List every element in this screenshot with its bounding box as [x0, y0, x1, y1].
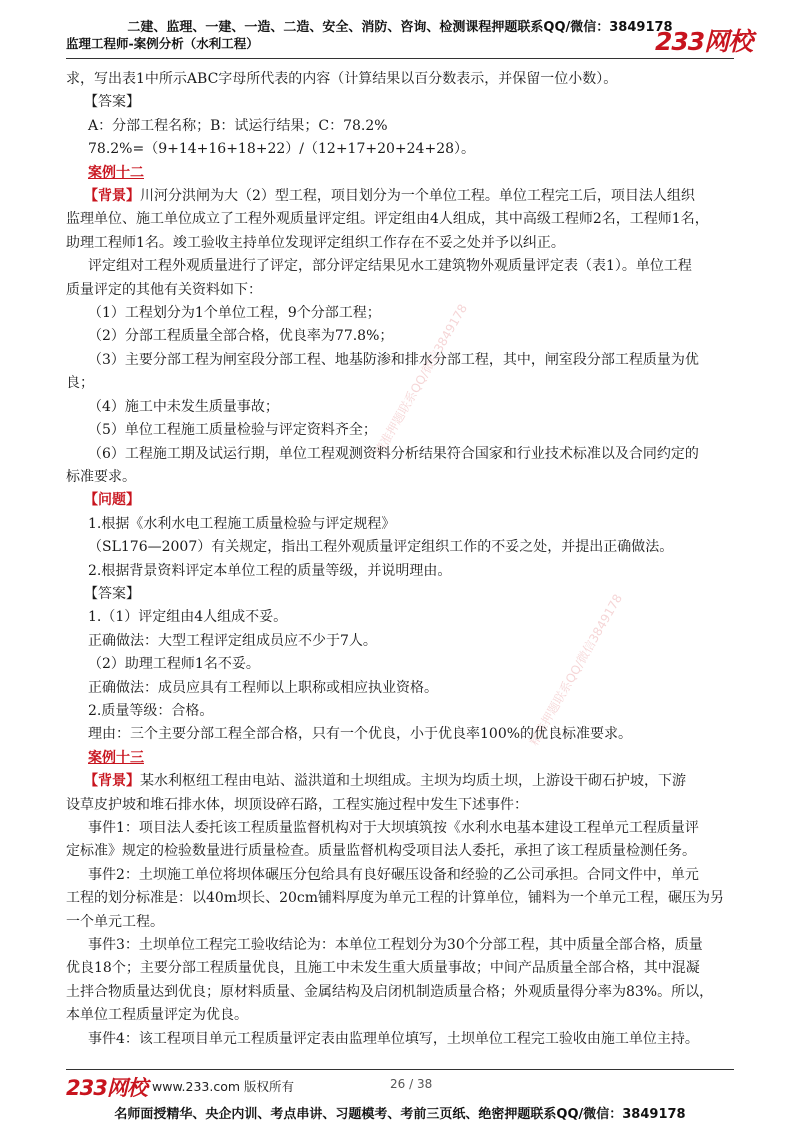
paragraph-line: A：分部工程名称；B：试运行结果；C：78.2% — [88, 117, 388, 134]
answer-line: （2）助理工程师1名不妥。 — [88, 656, 260, 673]
brand-logo-footer: 233网校 — [66, 1076, 147, 1100]
question-label: 【问题】 — [84, 492, 140, 509]
paragraph-line: 78.2%=（9+14+16+18+22）/（12+17+20+24+28）。 — [88, 141, 476, 158]
answer-line: 2.质量等级：合格。 — [88, 702, 214, 719]
question-item: 2.根据背景资料评定本单位工程的质量等级，并说明理由。 — [88, 562, 452, 579]
paragraph-line: 标准要求。 — [66, 468, 136, 485]
paragraph-line: 求，写出表1中所示ABC字母所代表的内容（计算结果以百分数表示，并保留一位小数）。 — [66, 71, 618, 87]
paragraph-line: 助理工程师1名。竣工验收主持单位发现评定组织工作存在不妥之处并予以纠正。 — [66, 234, 565, 251]
paragraph-line: （SL176—2007）有关规定，指出工程外观质量评定组织工作的不妥之处，并提出正确做法。 — [88, 539, 674, 556]
answer-heading: 【答案】 — [84, 94, 140, 111]
footer-copyright-link[interactable]: www.233.com 版权所有 — [152, 1079, 294, 1094]
header-banner: 二建、监理、一建、一造、二造、安全、消防、咨询、检测课程押题联系QQ/微信：3849178 — [127, 20, 673, 35]
background-label: 【背景】 — [84, 773, 140, 790]
answer-line: 正确做法：成员应具有工程师以上职称或相应执业资格。 — [88, 679, 438, 696]
answer-line: 正确做法：大型工程评定组成员应不少于7人。 — [88, 632, 377, 649]
question-item: 1.根据《水利水电工程施工质量检验与评定规程》 — [88, 515, 396, 532]
paragraph-line: 监理单位、施工单位成立了工程外观质量评定组。评定组由4人组成，其中高级工程师2名，工程师1名， — [66, 211, 709, 228]
answer-line: 理由：三个主要分部工程全部合格，只有一个优良，小于优良率100%的优良标准要求。 — [88, 726, 633, 743]
event-paragraph: 事件2：土坝施工单位将坝体碾压分包给具有良好碾压设备和经验的乙公司承担。合同文件中，单元 — [88, 866, 699, 883]
document-subtitle: 监理工程师-案例分析（水利工程） — [66, 36, 259, 51]
brand-logo-header: 233网校 — [655, 27, 753, 56]
answer-line: 1.（1）评定组由4人组成不妥。 — [88, 609, 288, 626]
watermark-2: 精准押题联系QQ/微信3849178 — [526, 591, 626, 748]
paragraph-line: 一个单元工程。 — [66, 913, 164, 930]
paragraph-line: 评定组对工程外观质量进行了评定，部分评定结果见水工建筑物外观质量评定表（表1）。单位工程 — [88, 258, 692, 275]
paragraph-line: 工程的划分标准是：以40m坝长、20cm铺料厚度为单元工程的计算单位，铺料为一个单元工程，碾压为另 — [66, 890, 725, 907]
list-item: （2）分部工程质量全部合格，优良率为77.8%； — [88, 328, 394, 345]
event-paragraph: 事件4：该工程项目单元工程质量评定表由监理单位填写，土坝单位工程完工验收由施工单位主持。 — [88, 1030, 699, 1047]
paragraph-line: 川河分洪闸为大（2）型工程，项目划分为一个单位工程。单位工程完工后，项目法人组织 — [140, 188, 695, 205]
list-item: （1）工程划分为1个单位工程，9个分部工程； — [88, 305, 381, 322]
watermark-1: 精准押题联系QQ/微信3849178 — [371, 301, 471, 458]
paragraph-line: 设草皮护坡和堆石排水体，坝顶设碎石路，工程实施过程中发生下述事件： — [66, 796, 528, 813]
event-paragraph: 事件1：项目法人委托该工程质量监督机构对于大坝填筑按《水利水电基本建设工程单元工程质量评 — [88, 820, 699, 836]
paragraph-line: 定标准》规定的检验数量进行质量检查。质量监督机构受项目法人委托，承担了该工程质量检测任务。 — [66, 843, 696, 860]
list-item: （5）单位工程施工质量检验与评定资料齐全； — [88, 422, 377, 439]
footer-divider — [66, 1069, 734, 1070]
list-item: （3）主要分部工程为闸室段分部工程、地基防渗和排水分部工程，其中，闸室段分部工程质量为优 — [88, 351, 699, 368]
paragraph-line: 本单位工程质量评定为优良。 — [66, 1007, 248, 1024]
header-divider — [66, 58, 734, 59]
answer-heading: 【答案】 — [84, 585, 140, 602]
list-item: （6）工程施工期及试运行期，单位工程观测资料分析结果符合国家和行业技术标准以及合同约定的 — [88, 445, 699, 462]
case-13-title: 案例十三 — [88, 749, 144, 766]
event-paragraph: 事件3：土坝单位工程完工验收结论为：本单位工程划分为30个分部工程，其中质量全部合格，质量 — [88, 937, 703, 954]
case-12-title: 案例十二 — [88, 164, 144, 181]
paragraph-line: 优良18个；主要分部工程质量优良，且施工中未发生重大质量事故；中间产品质量全部合格，其中混凝 — [66, 960, 700, 977]
list-item: （4）施工中未发生质量事故； — [88, 398, 279, 415]
document-body — [66, 68, 741, 1051]
paragraph-line: 质量评定的其他有关资料如下： — [66, 281, 262, 298]
footer-banner: 名师面授精华、央企内训、考点串讲、习题模考、考前三页纸、绝密押题联系QQ/微信：3849178 — [114, 1107, 686, 1122]
paragraph-line: 某水利枢纽工程由电站、溢洪道和土坝组成。主坝为均质土坝，上游设干砌石护坡，下游 — [140, 773, 686, 790]
paragraph-line: 土拌合物质量达到优良；原材料质量、金属结构及启闭机制造质量合格；外观质量得分率为83%。所以， — [66, 983, 714, 1000]
paragraph-line: 良； — [66, 375, 94, 392]
page-number: 26 / 38 — [390, 1077, 433, 1091]
background-label: 【背景】 — [84, 188, 140, 205]
